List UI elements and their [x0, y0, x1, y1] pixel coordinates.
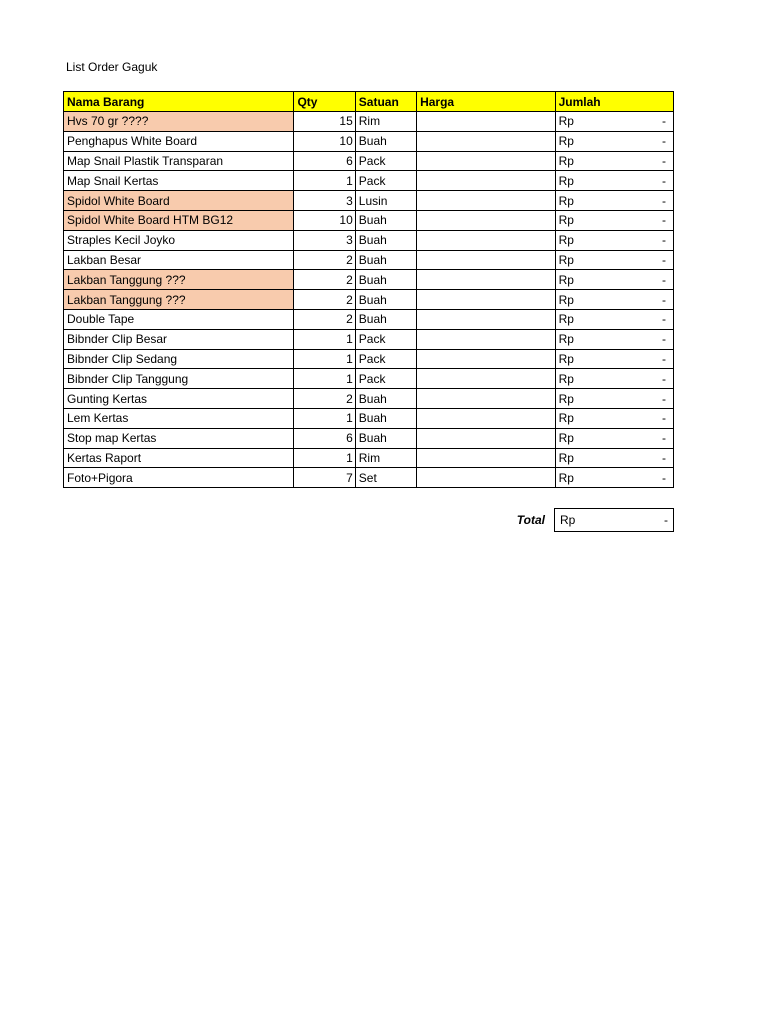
qty-cell: 2	[294, 389, 355, 409]
qty-cell: 1	[294, 171, 355, 191]
amount-currency: Rp	[558, 213, 574, 228]
unit-cell: Pack	[355, 329, 416, 349]
total-label: Total	[516, 513, 545, 527]
amount-value: -	[662, 292, 666, 307]
unit-cell: Buah	[355, 131, 416, 151]
table-row	[64, 408, 674, 428]
amount-value: -	[662, 252, 666, 267]
amount-cell	[555, 290, 673, 310]
qty-cell: 15	[294, 112, 355, 132]
price-cell	[417, 408, 555, 428]
price-cell	[417, 112, 555, 132]
table-row	[64, 329, 674, 349]
amount-value: -	[662, 153, 666, 168]
price-cell	[417, 171, 555, 191]
amount-cell	[555, 210, 673, 230]
header-satuan: Satuan	[355, 92, 416, 112]
order-table-body	[64, 112, 674, 488]
price-cell	[417, 131, 555, 151]
qty-cell: 1	[294, 329, 355, 349]
amount-cell	[555, 349, 673, 369]
item-name-cell: Bibnder Clip Besar	[64, 329, 294, 349]
table-row	[64, 210, 674, 230]
table-row	[64, 131, 674, 151]
table-row	[64, 369, 674, 389]
qty-cell: 2	[294, 309, 355, 329]
qty-cell: 10	[294, 131, 355, 151]
price-cell	[417, 191, 555, 211]
amount-cell	[555, 468, 673, 488]
item-name-cell: Lakban Tanggung ???	[64, 290, 294, 310]
amount-value: -	[662, 213, 666, 228]
table-row	[64, 349, 674, 369]
amount-cell	[555, 131, 673, 151]
table-row	[64, 448, 674, 468]
item-name-cell: Spidol White Board HTM BG12	[64, 210, 294, 230]
amount-currency: Rp	[558, 450, 574, 465]
amount-value: -	[662, 411, 666, 426]
amount-value: -	[662, 134, 666, 149]
amount-value: -	[662, 114, 666, 129]
amount-cell	[555, 448, 673, 468]
unit-cell: Rim	[355, 112, 416, 132]
table-row	[64, 171, 674, 191]
qty-cell: 2	[294, 250, 355, 270]
qty-cell: 3	[294, 191, 355, 211]
amount-currency: Rp	[558, 153, 574, 168]
amount-cell	[555, 329, 673, 349]
amount-cell	[555, 408, 673, 428]
unit-cell: Set	[355, 468, 416, 488]
amount-value: -	[662, 431, 666, 446]
unit-cell: Buah	[355, 428, 416, 448]
qty-cell: 1	[294, 349, 355, 369]
item-name-cell: Hvs 70 gr ????	[64, 112, 294, 132]
table-row	[64, 191, 674, 211]
unit-cell: Buah	[355, 408, 416, 428]
qty-cell: 1	[294, 448, 355, 468]
table-row	[64, 270, 674, 290]
qty-cell: 1	[294, 408, 355, 428]
unit-cell: Buah	[355, 270, 416, 290]
amount-cell	[555, 270, 673, 290]
item-name-cell: Double Tape	[64, 309, 294, 329]
amount-currency: Rp	[558, 114, 574, 129]
item-name-cell: Map Snail Plastik Transparan	[64, 151, 294, 171]
item-name-cell: Gunting Kertas	[64, 389, 294, 409]
unit-cell: Pack	[355, 369, 416, 389]
unit-cell: Buah	[355, 389, 416, 409]
amount-value: -	[662, 450, 666, 465]
qty-cell: 2	[294, 270, 355, 290]
price-cell	[417, 250, 555, 270]
amount-currency: Rp	[558, 411, 574, 426]
amount-currency: Rp	[558, 292, 574, 307]
amount-cell	[555, 171, 673, 191]
amount-currency: Rp	[558, 173, 574, 188]
price-cell	[417, 270, 555, 290]
item-name-cell: Stop map Kertas	[64, 428, 294, 448]
qty-cell: 1	[294, 369, 355, 389]
amount-currency: Rp	[558, 252, 574, 267]
table-row	[64, 151, 674, 171]
amount-value: -	[662, 312, 666, 327]
amount-value: -	[662, 351, 666, 366]
amount-cell	[555, 151, 673, 171]
amount-currency: Rp	[558, 391, 574, 406]
amount-currency: Rp	[558, 134, 574, 149]
header-nama-barang: Nama Barang	[64, 92, 294, 112]
document-title: List Order Gaguk	[66, 60, 158, 74]
header-jumlah: Jumlah	[555, 92, 673, 112]
price-cell	[417, 349, 555, 369]
total-currency: Rp	[560, 513, 576, 527]
amount-currency: Rp	[558, 351, 574, 366]
table-row	[64, 389, 674, 409]
total-amount: -	[664, 513, 668, 527]
header-qty: Qty	[294, 92, 355, 112]
item-name-cell: Straples Kecil Joyko	[64, 230, 294, 250]
amount-cell	[555, 369, 673, 389]
unit-cell: Pack	[355, 349, 416, 369]
price-cell	[417, 290, 555, 310]
amount-cell	[555, 191, 673, 211]
amount-cell	[555, 309, 673, 329]
amount-value: -	[662, 233, 666, 248]
amount-value: -	[662, 470, 666, 485]
price-cell	[417, 329, 555, 349]
unit-cell: Pack	[355, 171, 416, 191]
amount-cell	[555, 389, 673, 409]
qty-cell: 10	[294, 210, 355, 230]
amount-currency: Rp	[558, 332, 574, 347]
qty-cell: 3	[294, 230, 355, 250]
qty-cell: 6	[294, 428, 355, 448]
price-cell	[417, 389, 555, 409]
amount-currency: Rp	[558, 233, 574, 248]
qty-cell: 6	[294, 151, 355, 171]
unit-cell: Rim	[355, 448, 416, 468]
table-header-row	[64, 92, 674, 112]
price-cell	[417, 309, 555, 329]
amount-currency: Rp	[558, 371, 574, 386]
item-name-cell: Kertas Raport	[64, 448, 294, 468]
amount-currency: Rp	[558, 193, 574, 208]
amount-value: -	[662, 272, 666, 287]
amount-value: -	[662, 391, 666, 406]
item-name-cell: Lem Kertas	[64, 408, 294, 428]
unit-cell: Buah	[355, 210, 416, 230]
amount-value: -	[662, 332, 666, 347]
qty-cell: 7	[294, 468, 355, 488]
order-table	[63, 91, 674, 488]
table-row	[64, 309, 674, 329]
header-harga: Harga	[417, 92, 555, 112]
price-cell	[417, 428, 555, 448]
table-row	[64, 428, 674, 448]
price-cell	[417, 230, 555, 250]
unit-cell: Buah	[355, 290, 416, 310]
unit-cell: Lusin	[355, 191, 416, 211]
amount-cell	[555, 112, 673, 132]
item-name-cell: Map Snail Kertas	[64, 171, 294, 191]
qty-cell: 2	[294, 290, 355, 310]
unit-cell: Pack	[355, 151, 416, 171]
price-cell	[417, 369, 555, 389]
amount-currency: Rp	[558, 470, 574, 485]
item-name-cell: Bibnder Clip Tanggung	[64, 369, 294, 389]
item-name-cell: Bibnder Clip Sedang	[64, 349, 294, 369]
amount-value: -	[662, 173, 666, 188]
amount-currency: Rp	[558, 272, 574, 287]
price-cell	[417, 468, 555, 488]
table-row	[64, 112, 674, 132]
price-cell	[417, 448, 555, 468]
total-value-box	[554, 508, 674, 532]
amount-value: -	[662, 371, 666, 386]
amount-cell	[555, 250, 673, 270]
unit-cell: Buah	[355, 309, 416, 329]
unit-cell: Buah	[355, 230, 416, 250]
table-row	[64, 250, 674, 270]
table-row	[64, 290, 674, 310]
amount-cell	[555, 230, 673, 250]
amount-value: -	[662, 193, 666, 208]
unit-cell: Buah	[355, 250, 416, 270]
table-row	[64, 230, 674, 250]
amount-currency: Rp	[558, 312, 574, 327]
item-name-cell: Penghapus White Board	[64, 131, 294, 151]
item-name-cell: Foto+Pigora	[64, 468, 294, 488]
price-cell	[417, 210, 555, 230]
item-name-cell: Spidol White Board	[64, 191, 294, 211]
item-name-cell: Lakban Tanggung ???	[64, 270, 294, 290]
amount-cell	[555, 428, 673, 448]
item-name-cell: Lakban Besar	[64, 250, 294, 270]
table-row	[64, 468, 674, 488]
amount-currency: Rp	[558, 431, 574, 446]
price-cell	[417, 151, 555, 171]
